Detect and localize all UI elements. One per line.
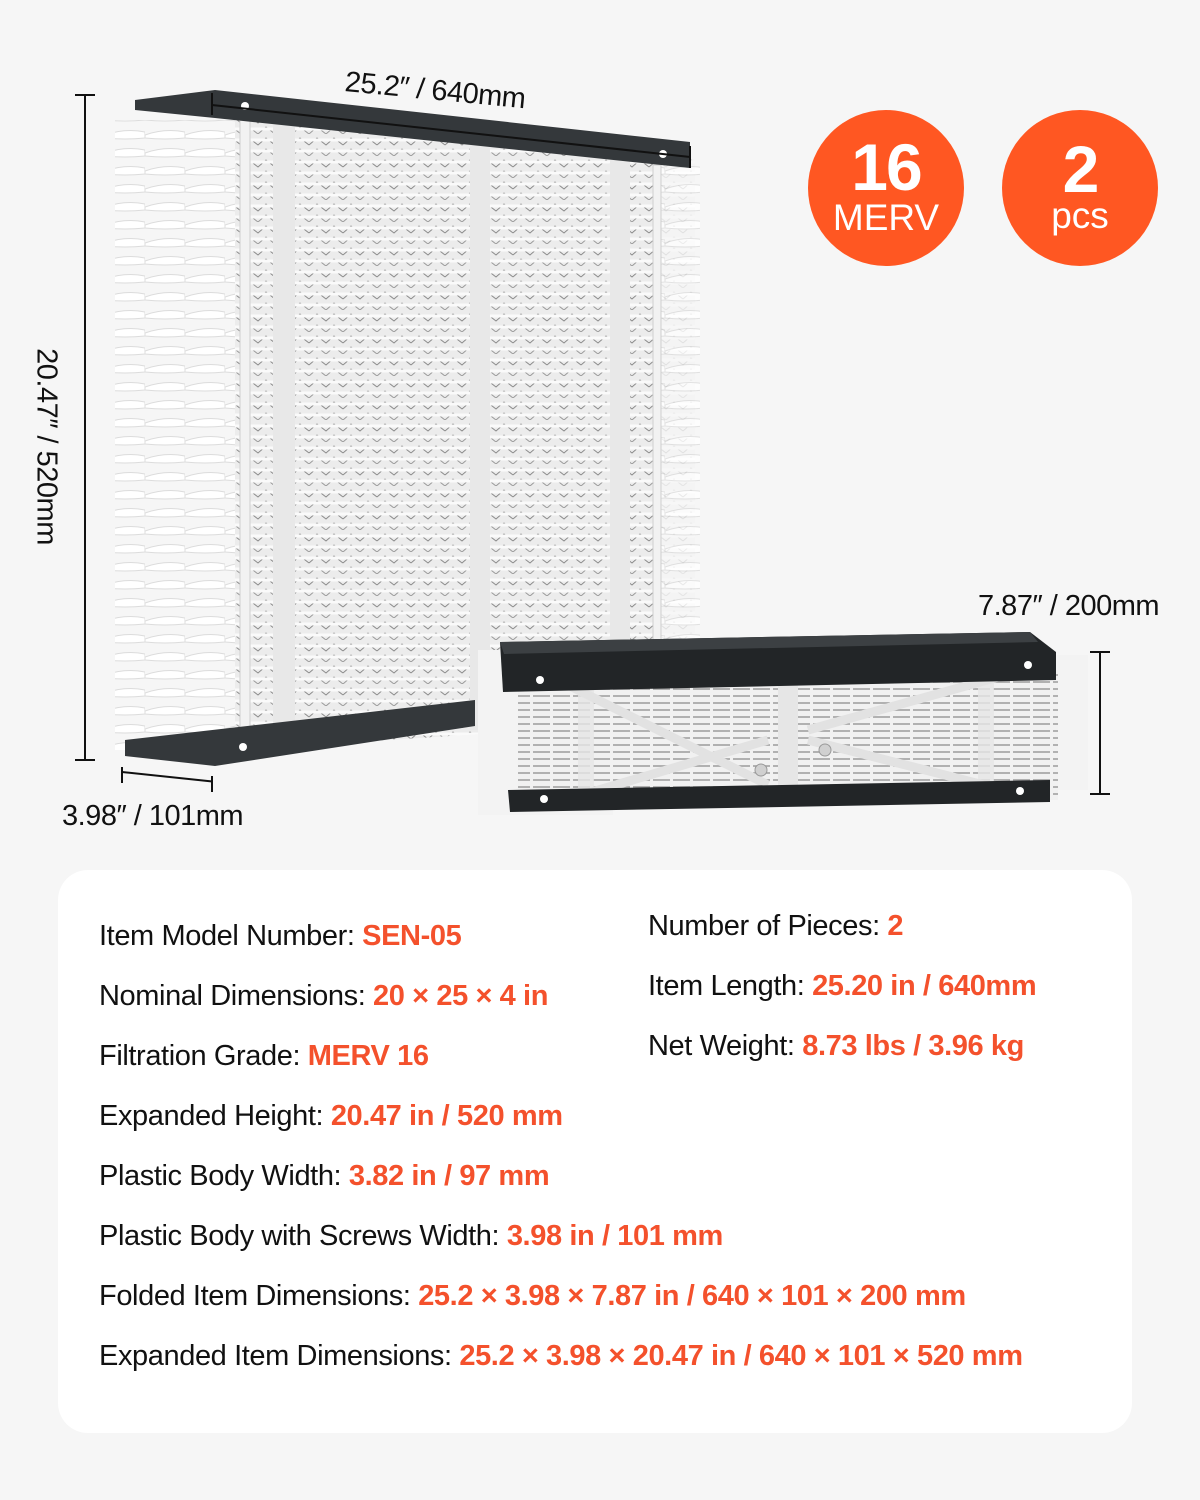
folded-height-label: 7.87″ / 200mm [978, 590, 1160, 622]
top-width-tick-left [211, 93, 213, 115]
merv-rating-unit: MERV [832, 197, 940, 238]
spec-label: Item Model Number: [99, 920, 363, 952]
spec-value: 8.73 lbs / 3.96 kg [802, 1030, 1024, 1062]
folded-height-tick-bottom [1090, 793, 1110, 795]
spec-label: Net Weight: [648, 1030, 803, 1062]
spec-model-number [99, 920, 461, 953]
spec-expanded-dimensions [99, 1340, 1023, 1373]
spec-value: 25.2 × 3.98 × 7.87 in / 640 × 101 × 200 mm [418, 1280, 966, 1312]
spec-value: SEN-05 [362, 920, 462, 952]
spec-label: Item Length: [648, 970, 813, 1002]
piece-count-value: 2 [1062, 132, 1098, 206]
bottom-depth-tick-left [121, 767, 123, 783]
bottom-depth-line [122, 771, 213, 783]
folded-filter-drawing [478, 630, 1098, 815]
left-height-label: 20.47″ / 520mm [30, 348, 63, 545]
spec-net-weight [648, 1030, 1024, 1063]
merv-rating-value: 16 [851, 130, 921, 204]
spec-label: Expanded Item Dimensions: [99, 1340, 460, 1372]
spec-label: Plastic Body Width: [99, 1160, 349, 1192]
spec-folded-dimensions [99, 1280, 966, 1313]
top-width-label: 25.2″ / 640mm [343, 66, 527, 116]
spec-value: 3.98 in / 101 mm [506, 1220, 723, 1252]
piece-count-unit: pcs [1051, 195, 1109, 236]
spec-number-of-pieces [648, 910, 903, 943]
merv-rating-badge [808, 110, 964, 266]
spec-value: 2 [887, 910, 904, 942]
spec-label: Expanded Height: [99, 1100, 331, 1132]
spec-expanded-height [99, 1100, 563, 1133]
spec-label: Folded Item Dimensions: [99, 1280, 419, 1312]
left-height-tick-bottom [75, 759, 95, 761]
piece-count-badge [1002, 110, 1158, 266]
spec-nominal-dimensions [99, 980, 548, 1013]
left-height-tick-top [75, 94, 95, 96]
spec-label: Filtration Grade: [99, 1040, 308, 1072]
folded-height-line [1099, 652, 1101, 794]
spec-value: 20 × 25 × 4 in [373, 980, 549, 1012]
spec-label: Plastic Body with Screws Width: [99, 1220, 507, 1252]
bottom-depth-label: 3.98″ / 101mm [62, 800, 244, 832]
bottom-depth-tick-right [211, 776, 213, 792]
left-height-line [84, 95, 86, 760]
spec-value: MERV 16 [307, 1040, 429, 1072]
spec-value: 20.47 in / 520 mm [330, 1100, 563, 1132]
spec-label: Nominal Dimensions: [99, 980, 374, 1012]
spec-value: 25.20 in / 640mm [812, 970, 1037, 1002]
spec-plastic-body-width [99, 1160, 549, 1193]
spec-body-with-screws-width [99, 1220, 723, 1253]
spec-value: 3.82 in / 97 mm [348, 1160, 550, 1192]
folded-height-tick-top [1090, 651, 1110, 653]
spec-item-length [648, 970, 1036, 1003]
spec-value: 25.2 × 3.98 × 20.47 in / 640 × 101 × 520 mm [459, 1340, 1023, 1372]
spec-filtration-grade [99, 1040, 429, 1073]
spec-label: Number of Pieces: [648, 910, 888, 942]
top-width-tick-right [689, 146, 691, 168]
folded-filter-image [478, 630, 1098, 815]
